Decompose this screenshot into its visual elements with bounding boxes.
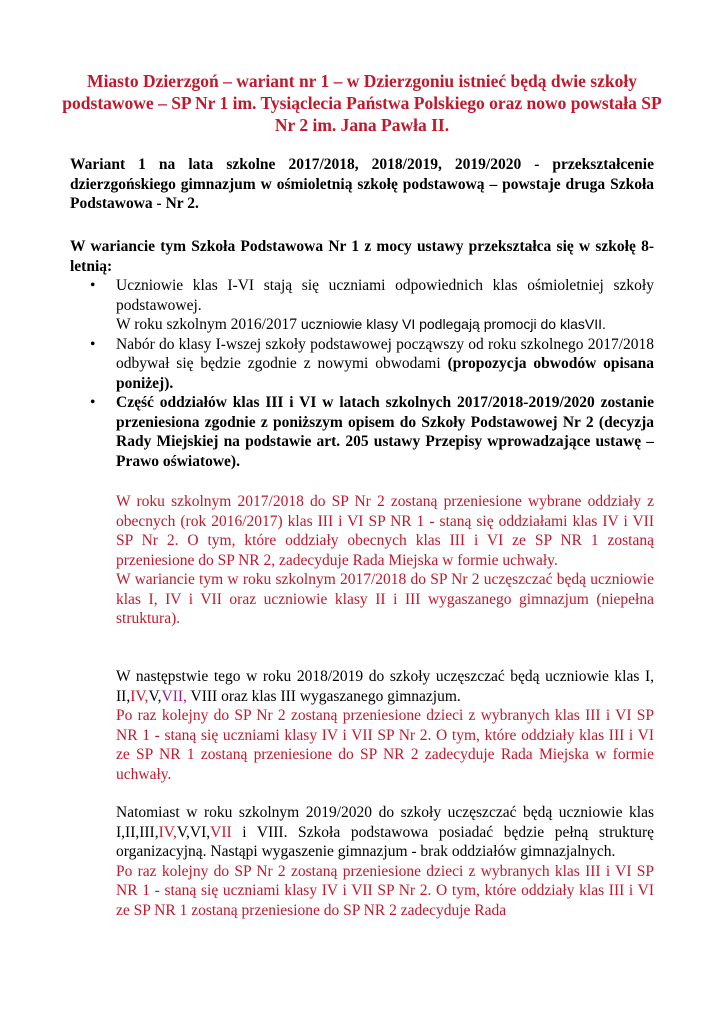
paragraph [116,667,654,706]
bullet-list [70,276,654,471]
bullet-icon: • [90,277,96,294]
red-paragraph: W wariancie tym w roku szkolnym 2017/2018 do SP Nr 2 uczęszczać będą uczniowie klas I, IV i VII oraz uczniowie klasy II i III wygaszanego gimnazjum (niepełna struktura). [116,571,654,627]
text: V,VI, [176,823,211,841]
intro-paragraph: Wariant 1 na lata szkolne 2017/2018, 2018/2019, 2019/2020 - przekształcenie dzierzgońskiego gimnazjum w ośmioletnią szkołę podstawową – powstaje druga Szkoła Podstawowa - Nr 2. [70,156,654,212]
text: VIII oraz klas III wygaszanego gimnazjum. [186,687,461,705]
bullet-text: Uczniowie klas I-VI stają się uczniami odpowiednich klas ośmioletniej szkoły podstawowej. [116,277,654,314]
highlight-text: VII [210,823,232,841]
highlight-text: IV, [130,687,149,705]
text: W następstwie tego w roku 2018/2019 do szkoły uczęszczać będą uczniowie klas I, II, [116,668,654,705]
variant-heading: W wariancie tym Szkoła Podstawowa Nr 1 z mocy ustawy przekształca się w szkołę 8-letnią: [70,238,654,275]
bullet-text: Nabór do klasy I-wszej szkoły podstawowej począwszy od roku szkolnego 2017/2018 odbywał się będzie zgodnie z nowymi obwodami [116,335,654,372]
section-2017-2018 [116,492,654,629]
bullet-icon: • [90,394,96,411]
text: i VIII. Szkoła podstawowa posiadać będzie pełną strukturę organizacyjną. Nastąpi wygaszenie gimnazjum - brak oddziałów gimnazjalnych. [116,823,654,860]
list-item [70,276,654,335]
bullet-icon: • [90,335,96,353]
paragraph [116,803,654,862]
red-paragraph: Po raz kolejny do SP Nr 2 zostaną przeniesione dzieci z wybranych klas III i VI SP NR 1 - staną się uczniami klasy IV i VII SP Nr 2. O tym, które oddziały klas III i VI ze SP NR 1 zostaną przeniesione do SP NR 2 zadecyduje Rada Miejska w formie uchwały. [116,707,654,783]
page-title: Miasto Dzierzgoń – wariant nr 1 – w Dzierzgoniu istnieć będą dwie szkoły podstawowe – SP Nr 1 im. Tysiąclecia Państwa Polskiego oraz nowo powstała SP Nr 2 im. Jana Pawła II. [62,71,662,135]
red-paragraph: Po raz kolejny do SP Nr 2 zostaną przeniesione dzieci z wybranych klas III i VI SP NR 1 - staną się uczniami klasy IV i VII SP Nr 2. O tym, które oddziały klas III i VI ze SP NR 1 zostaną przeniesione do SP NR 2 zadecyduje Rada [116,862,654,919]
bullet-text: uczniowie klasy VI podlegają promocji do klasVII. [300,316,606,332]
list-item [70,335,654,394]
section-2019-2020 [116,803,654,920]
text: V, [148,687,162,705]
section-2018-2019 [116,667,654,784]
highlight-text: IV, [158,823,177,841]
highlight-text: VII, [161,687,187,705]
red-paragraph: W roku szkolnym 2017/2018 do SP Nr 2 zostaną przeniesione wybrane oddziały z obecnych (rok 2016/2017) klas III i VI SP NR 1 - staną się oddziałami klas IV i VII SP Nr 2. O tym, które oddziały obecnych klas III i VI ze SP NR 1 zostaną przeniesione do SP NR 2, zadecyduje Rada Miejska w formie uchwały. [116,493,654,569]
bullet-bold-text: (propozycja obwodów opisana poniżej). [116,355,654,392]
bullet-bold-text: Część oddziałów klas III i VI w latach szkolnych 2017/2018-2019/2020 zostanie przeniesiona zgodnie z poniższym opisem do Szkoły Podstawowej Nr 2 (decyzja Rady Miejskiej na podstawie art. 205 ustawy Przepisy wprowadzające ustawę – Prawo oświatowe). [116,394,654,470]
bullet-text: W roku szkolnym 2016/2017 [116,316,301,333]
text: Natomiast w roku szkolnym 2019/2020 do szkoły uczęszczać będą uczniowie klas I,II,III, [116,804,654,841]
list-item [70,393,654,471]
